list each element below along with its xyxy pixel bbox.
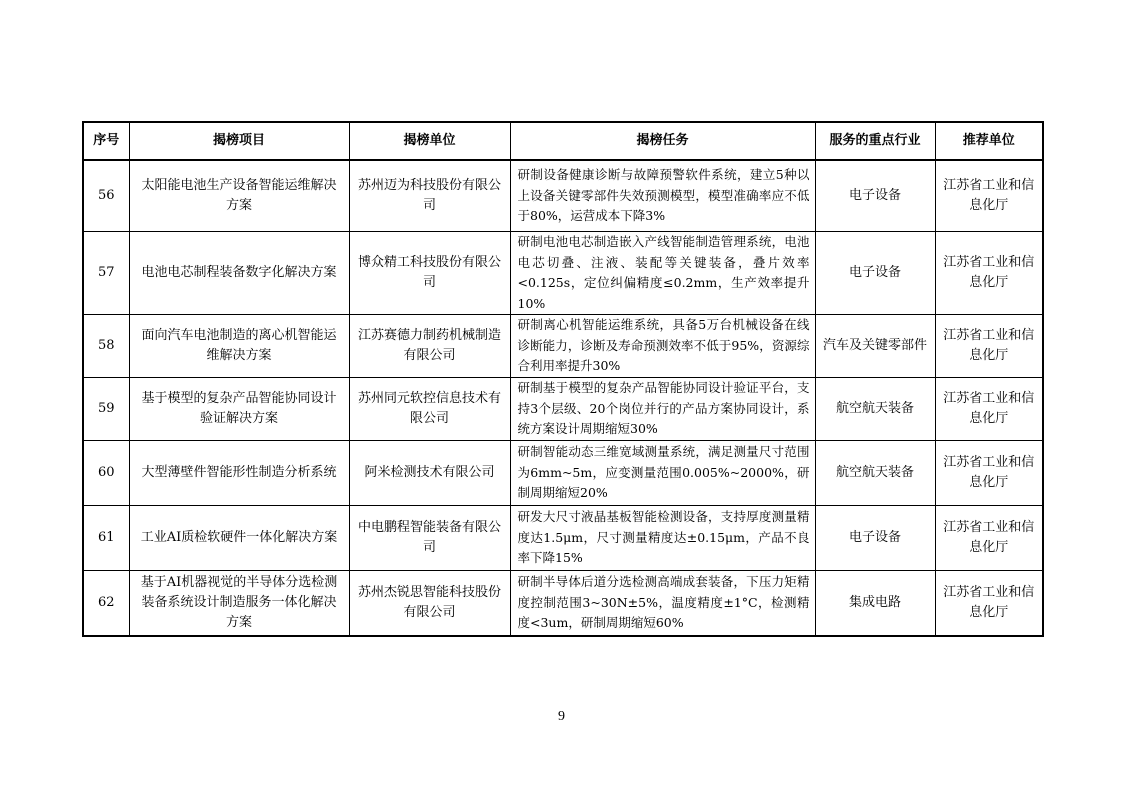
cell-industry: 电子设备 (815, 160, 935, 232)
cell-unit: 博众精工科技股份有限公司 (349, 232, 510, 315)
table-row (83, 315, 1043, 378)
cell-industry: 电子设备 (815, 232, 935, 315)
cell-unit: 苏州同元软控信息技术有限公司 (349, 378, 510, 441)
cell-task: 研制基于模型的复杂产品智能协同设计验证平台，支持3个层级、20个岗位并行的产品方案协同设计，系统方案设计周期缩短30% (510, 378, 815, 441)
cell-project: 基于模型的复杂产品智能协同设计验证解决方案 (129, 378, 349, 441)
table-header (83, 122, 1043, 160)
table-row (83, 378, 1043, 441)
header-recommender: 推荐单位 (935, 122, 1043, 160)
header-task: 揭榜任务 (510, 122, 815, 160)
cell-project: 工业AI质检软硬件一体化解决方案 (129, 506, 349, 571)
header-project: 揭榜项目 (129, 122, 349, 160)
cell-task: 研制智能动态三维宽域测量系统，满足测量尺寸范围为6mm~5m，应变测量范围0.005%~2000%，研制周期缩短20% (510, 441, 815, 506)
cell-unit: 苏州迈为科技股份有限公司 (349, 160, 510, 232)
cell-task: 研制离心机智能运维系统，具备5万台机械设备在线诊断能力，诊断及寿命预测效率不低于95%，资源综合利用率提升30% (510, 315, 815, 378)
cell-no: 58 (83, 315, 129, 378)
table-row (83, 506, 1043, 571)
cell-no: 60 (83, 441, 129, 506)
cell-industry: 航空航天装备 (815, 441, 935, 506)
cell-industry: 电子设备 (815, 506, 935, 571)
table-row (83, 232, 1043, 315)
project-table (82, 121, 1044, 637)
cell-recommender: 江苏省工业和信息化厅 (935, 378, 1043, 441)
cell-project: 面向汽车电池制造的离心机智能运维解决方案 (129, 315, 349, 378)
cell-industry: 航空航天装备 (815, 378, 935, 441)
cell-task: 研制设备健康诊断与故障预警软件系统，建立5种以上设备关键零部件失效预测模型，模型准确率应不低于80%，运营成本下降3% (510, 160, 815, 232)
cell-no: 56 (83, 160, 129, 232)
cell-project: 电池电芯制程装备数字化解决方案 (129, 232, 349, 315)
cell-no: 59 (83, 378, 129, 441)
cell-recommender: 江苏省工业和信息化厅 (935, 232, 1043, 315)
table-row (83, 160, 1043, 232)
table-row (83, 441, 1043, 506)
cell-unit: 阿米检测技术有限公司 (349, 441, 510, 506)
cell-recommender: 江苏省工业和信息化厅 (935, 441, 1043, 506)
cell-task: 研发大尺寸液晶基板智能检测设备，支持厚度测量精度达1.5μm，尺寸测量精度达±0.15μm，产品不良率下降15% (510, 506, 815, 571)
cell-task: 研制半导体后道分选检测高端成套装备，下压力矩精度控制范围3~30N±5%，温度精度±1°C，检测精度<3um，研制周期缩短60% (510, 571, 815, 637)
page-number: 9 (558, 709, 565, 724)
cell-recommender: 江苏省工业和信息化厅 (935, 160, 1043, 232)
cell-industry: 汽车及关键零部件 (815, 315, 935, 378)
cell-recommender: 江苏省工业和信息化厅 (935, 506, 1043, 571)
cell-recommender: 江苏省工业和信息化厅 (935, 315, 1043, 378)
table-row (83, 571, 1043, 637)
header-no: 序号 (83, 122, 129, 160)
cell-recommender: 江苏省工业和信息化厅 (935, 571, 1043, 637)
cell-unit: 苏州杰锐思智能科技股份有限公司 (349, 571, 510, 637)
cell-unit: 中电鹏程智能装备有限公司 (349, 506, 510, 571)
table-body (83, 160, 1043, 636)
cell-no: 57 (83, 232, 129, 315)
cell-project: 基于AI机器视觉的半导体分选检测装备系统设计制造服务一体化解决方案 (129, 571, 349, 637)
cell-project: 太阳能电池生产设备智能运维解决方案 (129, 160, 349, 232)
cell-no: 61 (83, 506, 129, 571)
cell-task: 研制电池电芯制造嵌入产线智能制造管理系统，电池电芯切叠、注液、装配等关键装备，叠片效率<0.125s，定位纠偏精度≤0.2mm，生产效率提升10% (510, 232, 815, 315)
header-industry: 服务的重点行业 (815, 122, 935, 160)
cell-project: 大型薄壁件智能形性制造分析系统 (129, 441, 349, 506)
header-row (83, 122, 1043, 160)
cell-no: 62 (83, 571, 129, 637)
header-unit: 揭榜单位 (349, 122, 510, 160)
cell-industry: 集成电路 (815, 571, 935, 637)
cell-unit: 江苏赛德力制药机械制造有限公司 (349, 315, 510, 378)
